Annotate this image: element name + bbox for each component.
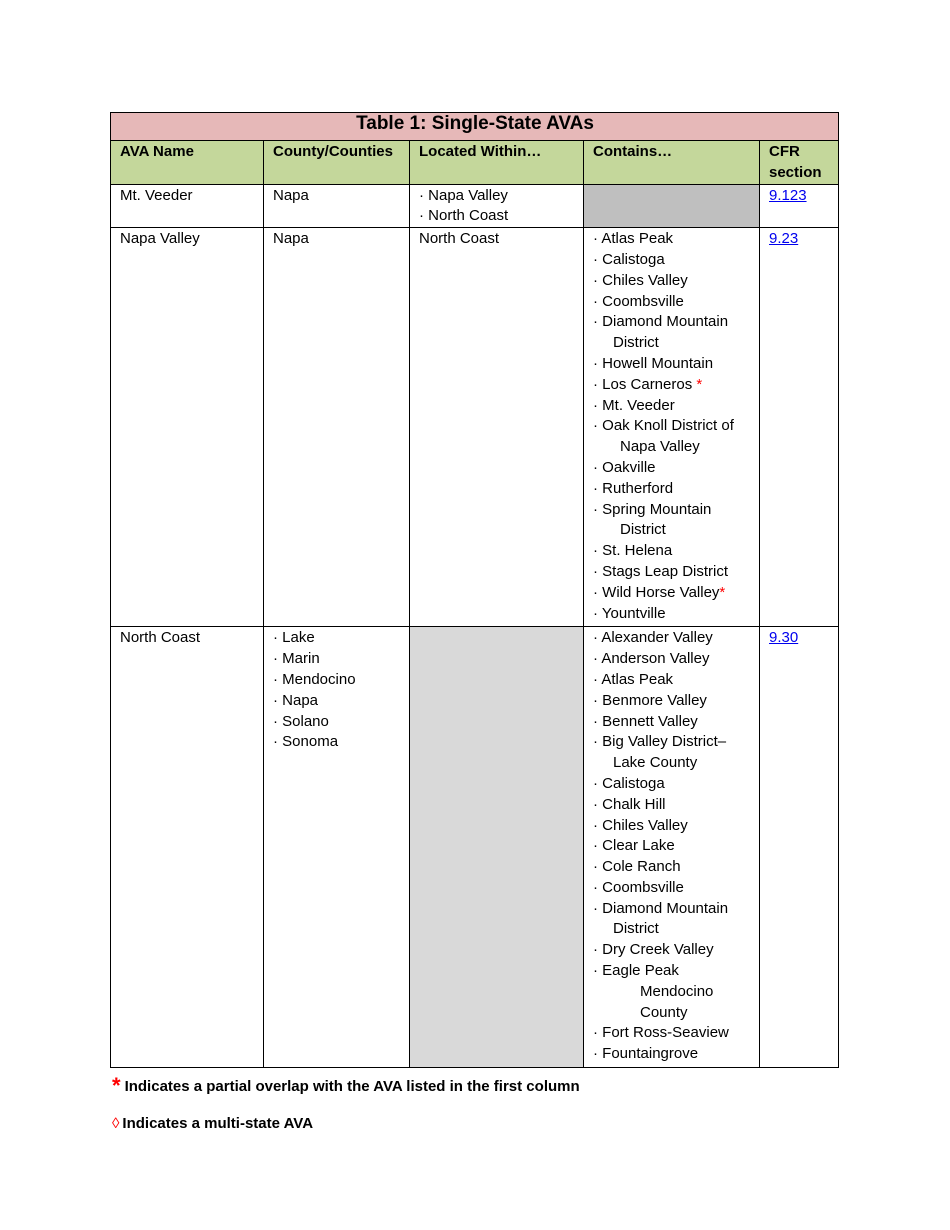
list-item: · Solano [273,712,329,730]
header-ava-name: AVA Name [111,141,264,185]
list-item-continuation: Mendocino [640,982,714,1000]
list-item: · Fountaingrove [593,1045,699,1063]
list-item: · Eagle Peak [593,962,679,980]
list-item: · Yountville [593,604,666,622]
ava-name-cell: Mt. Veeder [111,184,264,228]
list-item-continuation: Lake County [613,754,698,772]
table-title-row [111,113,839,141]
list-item: · Chalk Hill [593,795,666,813]
header-county: County/Counties [264,141,410,185]
list-item: · Big Valley District– [593,733,727,751]
list-item: · Benmore Valley [593,691,707,709]
legend-partial-overlap [112,1073,580,1099]
header-located-within: Located Within… [410,141,584,185]
located-within-cell: North Coast [410,228,584,627]
list-item: · Atlas Peak [593,670,674,688]
list-item: · Coombsville [593,292,684,310]
legend-partial-overlap-text: Indicates a partial overlap with the AVA listed in the first column [124,1078,580,1095]
list-item: · Anderson Valley [593,650,710,668]
cfr-cell [760,184,839,228]
list-item-continuation: District [613,920,659,938]
table-header-row [111,141,839,185]
contains-cell [584,228,760,627]
header-cfr: CFR section [760,141,839,185]
list-item: · Calistoga [593,250,665,268]
list-item: · Marin [273,650,320,668]
list-item: · Sonoma [273,733,339,751]
legend-multi-state [112,1115,313,1132]
county-cell [264,627,410,1068]
list-item: · Chiles Valley [593,271,688,289]
list-item-text: · Los Carneros [593,375,693,393]
list-item-continuation: District [613,334,659,352]
list-item: · St. Helena [593,542,673,560]
diamond-icon: ◊ [112,1115,120,1132]
cfr-link[interactable]: 9.123 [769,186,807,204]
list-item: · Oakville [593,458,656,476]
list-item: · North Coast [419,207,509,225]
table-title: Table 1: Single-State AVAs [111,113,839,141]
list-item: · Lake [273,629,315,647]
cfr-link[interactable]: 9.23 [769,230,799,248]
list-item: · Diamond Mountain [593,313,729,331]
cfr-cell [760,228,839,627]
empty-located-within-cell [410,627,584,1068]
list-item: · Stags Leap District [593,562,729,580]
list-item-continuation: County [640,1003,688,1021]
list-item: · Coombsville [593,878,684,896]
list-item: · Napa Valley [419,186,508,204]
list-item: · Clear Lake [593,837,675,855]
list-item-continuation: District [620,521,666,539]
list-item [593,583,751,604]
partial-overlap-star: * [719,583,726,601]
table-row [111,184,839,228]
ava-name-cell: North Coast [111,627,264,1068]
list-item: · Mendocino [273,670,356,688]
legend-multi-state-text: Indicates a multi-state AVA [122,1115,314,1132]
list-item: · Napa [273,691,319,709]
list-item [593,375,751,396]
list-item: · Chiles Valley [593,816,688,834]
table-row [111,228,839,627]
ava-table [110,112,839,1068]
list-item: · Calistoga [593,774,665,792]
list-item: · Fort Ross-Seaview [593,1024,729,1042]
list-item: · Diamond Mountain [593,899,729,917]
contains-cell [584,627,760,1068]
list-item: · Cole Ranch [593,858,681,876]
cfr-link[interactable]: 9.30 [769,629,799,647]
list-item: · Dry Creek Valley [593,941,714,959]
county-cell: Napa [264,184,410,228]
county-cell: Napa [264,228,410,627]
list-item: · Mt. Veeder [593,396,675,414]
located-within-cell [410,184,584,228]
red-star-icon: * [112,1073,121,1098]
ava-name-cell: Napa Valley [111,228,264,627]
list-item: · Rutherford [593,479,674,497]
list-item: · Alexander Valley [593,629,713,647]
list-item: · Atlas Peak [593,230,674,248]
list-item: · Spring Mountain [593,500,712,518]
list-item: · Howell Mountain [593,354,714,372]
partial-overlap-star: * [696,375,703,393]
cfr-cell [760,627,839,1068]
table-row [111,627,839,1068]
list-item: · Oak Knoll District of [593,417,734,435]
list-item-continuation: Napa Valley [620,438,700,456]
header-contains: Contains… [584,141,760,185]
list-item-text: · Wild Horse Valley [593,583,720,601]
empty-contains-cell [584,184,760,228]
list-item: · Bennett Valley [593,712,698,730]
